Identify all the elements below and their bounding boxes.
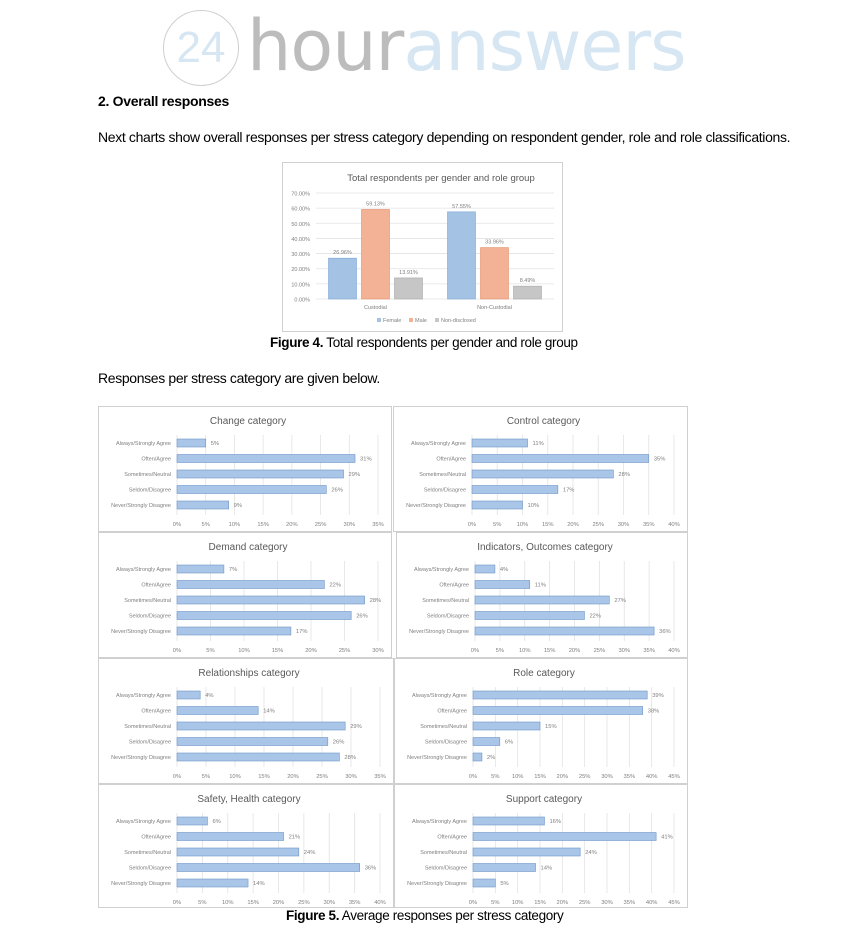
control-category-chart [394, 407, 687, 531]
data-label: 14% [540, 865, 553, 872]
category-label: Always/Strongly Agree [413, 567, 469, 573]
bar-often-agree [473, 833, 656, 841]
data-label: 6% [504, 739, 514, 746]
x-tick-label: 15% [543, 648, 556, 654]
x-tick-label: 10% [221, 900, 234, 906]
category-label: Often/Agree [141, 834, 171, 841]
bar-never-strongly-disagree [473, 879, 495, 887]
x-tick-label: 0% [172, 648, 182, 654]
category-label: Often/Agree [437, 708, 467, 715]
figure4-text: Total respondents per gender and role group [326, 335, 578, 350]
chart-title: Total respondents per gender and role group [347, 173, 535, 184]
x-tick-label: 35% [374, 774, 386, 780]
x-tick-label: 10% [238, 648, 250, 654]
panel-title: Demand category [208, 542, 288, 553]
bar-always-strongly-agree [177, 817, 207, 825]
panel-title: Change category [209, 416, 287, 427]
x-tick-label: 5% [206, 648, 215, 654]
y-tick-label: 20.00% [291, 267, 310, 274]
legend-swatch-female [377, 318, 381, 322]
data-label: 57.55% [452, 203, 471, 210]
bar-sometimes-neutral [472, 470, 613, 478]
x-tick-label: 25% [592, 522, 605, 528]
bar-sometimes-neutral [475, 596, 609, 604]
bar-seldom-disagree [472, 486, 558, 494]
legend-swatch-male [409, 318, 413, 322]
x-tick-label: 0% [470, 648, 480, 654]
category-label: Never/Strongly Disagree [111, 503, 171, 509]
data-label: 31% [360, 456, 372, 463]
bar-always-strongly-agree [475, 565, 495, 573]
bar-female-non-custodial [448, 212, 476, 299]
data-label: 5% [500, 881, 509, 887]
gender-role-chart-svg [283, 163, 562, 331]
logo [163, 5, 686, 88]
x-tick-label: 10% [511, 774, 524, 780]
data-label: 22% [329, 582, 342, 589]
bar-seldom-disagree [475, 612, 584, 620]
bar-sometimes-neutral [177, 596, 365, 604]
x-tick-label: 5% [201, 774, 211, 780]
x-tick-label: 15% [271, 648, 284, 654]
category-label: Seldom/Disagree [128, 487, 171, 494]
logo-word-hour: hour [247, 5, 404, 87]
category-label: Sometimes/Neutral [422, 598, 469, 604]
x-tick-label: 20% [272, 900, 285, 906]
x-tick-label: 15% [258, 774, 270, 780]
x-tick-label: 15% [541, 522, 554, 528]
bar-sometimes-neutral [177, 722, 345, 730]
data-label: 36% [364, 865, 377, 872]
data-label: 17% [295, 629, 308, 635]
category-label: Seldom/Disagree [426, 613, 469, 620]
data-label: 29% [348, 472, 361, 478]
x-tick-label: 10% [511, 900, 524, 906]
y-tick-label: 70.00% [291, 191, 310, 198]
bar-often-agree [473, 707, 643, 715]
data-label: 13.91% [399, 269, 418, 276]
category-label: Never/Strongly Disagree [111, 881, 171, 887]
category-label: Often/Agree [141, 456, 171, 463]
y-tick-label: 10.00% [291, 282, 310, 289]
bar-non-disclosed-custodial [395, 278, 423, 299]
x-tick-label: 25% [338, 648, 351, 654]
x-tick-label: 25% [298, 900, 310, 906]
x-tick-label: 35% [642, 522, 655, 528]
category-label: Always/Strongly Agree [115, 693, 171, 699]
data-label: 15% [545, 724, 557, 730]
bar-often-agree [177, 707, 258, 715]
change-category-panel [98, 406, 392, 532]
data-label: 38% [647, 708, 660, 715]
x-tick-label: 20% [286, 522, 298, 528]
category-label: Always/Strongly Agree [115, 441, 171, 447]
bar-sometimes-neutral [473, 722, 540, 730]
x-tick-label: 20% [568, 648, 581, 654]
x-tick-label: 5% [201, 522, 210, 528]
bar-always-strongly-agree [177, 439, 206, 447]
legend-swatch-non-disclosed [435, 318, 439, 322]
bar-always-strongly-agree [177, 691, 200, 699]
bar-seldom-disagree [177, 738, 328, 746]
relationships-category-panel [98, 658, 394, 784]
logo-number: 24 [176, 23, 226, 72]
y-tick-label: 0.00% [294, 297, 310, 304]
figure5-text: Average responses per stress category [341, 908, 564, 923]
category-label: Sometimes/Neutral [419, 472, 466, 478]
data-label: 21% [288, 834, 301, 841]
panel-title: Safety, Health category [197, 794, 301, 805]
data-label: 11% [534, 582, 546, 589]
bar-often-agree [475, 581, 530, 589]
x-tick-label: 5% [198, 900, 207, 906]
bar-sometimes-neutral [473, 848, 580, 856]
category-label: Sometimes/Neutral [124, 598, 171, 604]
bar-sometimes-neutral [177, 848, 299, 856]
data-label: 27% [614, 598, 626, 604]
x-tick-label: 40% [668, 648, 680, 654]
x-tick-label: 20% [556, 774, 569, 780]
x-tick-label: 0% [467, 522, 477, 528]
x-tick-label: 35% [623, 900, 636, 906]
category-label: Often/Agree [437, 834, 467, 841]
category-label: Seldom/Disagree [424, 739, 467, 746]
support-category-panel [394, 784, 688, 908]
bar-never-strongly-disagree [177, 627, 291, 635]
role-category-panel [394, 658, 688, 784]
bar-often-agree [177, 455, 355, 463]
category-label: Seldom/Disagree [423, 487, 466, 494]
x-tick-label: 20% [305, 648, 317, 654]
category-label: Sometimes/Neutral [124, 724, 171, 730]
data-label: 11% [532, 441, 544, 447]
x-tick-label: 40% [645, 774, 658, 780]
x-tick-label: 30% [618, 648, 631, 654]
data-label: 26% [332, 739, 345, 746]
responses-intro: Responses per stress category are given below. [98, 370, 380, 386]
data-label: 39% [652, 693, 664, 699]
gender-role-chart [282, 162, 563, 332]
x-tick-label: 30% [601, 774, 613, 780]
category-label: Always/Strongly Agree [411, 693, 467, 699]
x-tick-label: 20% [287, 774, 299, 780]
data-label: 4% [499, 567, 509, 573]
x-tick-label: 0% [468, 900, 478, 906]
x-tick-label: 40% [645, 900, 658, 906]
category-label: Often/Agree [439, 582, 469, 589]
category-label: Always/Strongly Agree [411, 819, 467, 825]
data-label: 7% [228, 567, 238, 573]
x-tick-label: 35% [623, 774, 636, 780]
category-label: Never/Strongly Disagree [111, 755, 171, 761]
category-label: Always/Strongly Agree [115, 567, 171, 573]
category-label: Sometimes/Neutral [124, 850, 171, 856]
bar-never-strongly-disagree [475, 627, 654, 635]
data-label: 16% [549, 819, 562, 825]
data-label: 2% [486, 755, 496, 761]
bar-often-agree [177, 581, 324, 589]
data-label: 4% [205, 693, 214, 699]
safety-health-category-chart [99, 785, 393, 907]
relationships-category-chart [99, 659, 393, 783]
x-tick-label: 5% [491, 774, 500, 780]
x-tick-label: 15% [257, 522, 269, 528]
category-label: Always/Strongly Agree [115, 819, 171, 825]
data-label: 41% [661, 834, 673, 841]
x-tick-label: 30% [345, 774, 357, 780]
data-label: 22% [589, 613, 602, 620]
figure4-label: Figure 4. [270, 335, 324, 350]
category-label: Always/Strongly Agree [410, 441, 466, 447]
x-tick-label: 25% [593, 648, 606, 654]
category-label: Never/Strongly Disagree [406, 503, 466, 509]
category-label: Seldom/Disagree [128, 739, 171, 746]
bar-male-non-custodial [481, 248, 509, 299]
category-label: Often/Agree [141, 582, 171, 589]
bar-always-strongly-agree [473, 817, 544, 825]
x-tick-label: 0% [172, 522, 182, 528]
x-tick-label: 20% [567, 522, 579, 528]
role-category-chart [395, 659, 687, 783]
safety-health-category-panel [98, 784, 394, 908]
bar-male-custodial [362, 209, 390, 299]
x-tick-label: 20% [556, 900, 569, 906]
x-tick-label: 15% [534, 774, 546, 780]
bar-often-agree [177, 833, 284, 841]
bar-seldom-disagree [177, 612, 351, 620]
data-label: 28% [369, 598, 382, 604]
panel-title: Relationships category [198, 668, 300, 679]
bar-seldom-disagree [177, 486, 326, 494]
panel-title: Control category [506, 416, 581, 427]
x-tick-label: 15% [247, 900, 259, 906]
x-tick-label: 5% [491, 900, 500, 906]
data-label: 10% [527, 503, 540, 509]
x-tick-label: 10% [518, 648, 531, 654]
data-label: 5% [210, 441, 220, 447]
figure4-caption [270, 335, 578, 350]
data-label: 33.96% [485, 239, 504, 246]
demand-category-chart [99, 533, 391, 657]
bar-non-disclosed-non-custodial [514, 286, 542, 299]
demand-category-panel [98, 532, 392, 658]
data-label: 14% [253, 881, 265, 887]
x-tick-label: 30% [372, 648, 384, 654]
figure5-label: Figure 5. [286, 908, 340, 923]
y-tick-label: 40.00% [291, 236, 310, 243]
data-label: 26% [331, 487, 343, 494]
bar-seldom-disagree [473, 738, 500, 746]
logo-word-answers: answers [403, 5, 686, 87]
indicators-outcomes-category-panel [396, 532, 688, 658]
bar-sometimes-neutral [177, 470, 344, 478]
section-heading: 2. Overall responses [98, 93, 229, 109]
change-category-chart [99, 407, 391, 531]
category-label: Seldom/Disagree [128, 613, 171, 620]
x-tick-label: 30% [343, 522, 356, 528]
x-tick-label: 40% [668, 522, 680, 528]
x-tick-label: 35% [372, 522, 384, 528]
y-tick-label: 50.00% [291, 221, 310, 228]
x-tick-label: 0% [468, 774, 478, 780]
x-tick-label: 45% [668, 774, 680, 780]
category-label: Seldom/Disagree [424, 865, 467, 872]
bar-never-strongly-disagree [472, 501, 523, 509]
data-label: 8.49% [519, 278, 536, 285]
data-label: 59.13% [366, 201, 385, 208]
data-label: 24% [585, 850, 597, 856]
data-label: 36% [659, 629, 671, 635]
x-tick-label: 5% [495, 648, 505, 654]
x-tick-label: 10% [516, 522, 529, 528]
panel-title: Role category [513, 668, 575, 679]
category-label: Seldom/Disagree [128, 865, 171, 872]
x-tick-label: 30% [323, 900, 336, 906]
x-tick-label: 10% [228, 522, 241, 528]
bar-never-strongly-disagree [473, 753, 482, 761]
figure5-caption [286, 908, 563, 923]
data-label: 26% [356, 613, 368, 620]
x-category-label: Custodial [364, 305, 387, 311]
y-tick-label: 30.00% [291, 252, 310, 259]
x-tick-label: 0% [172, 900, 182, 906]
y-tick-label: 60.00% [291, 206, 310, 213]
bar-seldom-disagree [177, 864, 360, 872]
bar-seldom-disagree [473, 864, 536, 872]
category-label: Sometimes/Neutral [124, 472, 171, 478]
x-tick-label: 25% [316, 774, 328, 780]
bar-never-strongly-disagree [177, 753, 339, 761]
legend-label-female: Female [383, 318, 402, 324]
bar-female-custodial [329, 258, 357, 299]
category-label: Often/Agree [141, 708, 171, 715]
category-label: Often/Agree [436, 456, 466, 463]
x-tick-label: 45% [668, 900, 680, 906]
x-tick-label: 5% [493, 522, 502, 528]
category-label: Sometimes/Neutral [420, 850, 467, 856]
x-tick-label: 30% [617, 522, 630, 528]
data-label: 24% [303, 850, 316, 856]
control-category-panel [393, 406, 688, 532]
x-tick-label: 15% [534, 900, 546, 906]
x-tick-label: 30% [601, 900, 613, 906]
intro-paragraph: Next charts show overall responses per stress category depending on respondent gender, role and role classifications. [98, 129, 791, 145]
support-category-chart [395, 785, 687, 907]
category-label: Sometimes/Neutral [420, 724, 467, 730]
x-tick-label: 10% [229, 774, 241, 780]
category-label: Never/Strongly Disagree [407, 755, 467, 761]
category-label: Never/Strongly Disagree [409, 629, 469, 635]
x-tick-label: 25% [578, 774, 591, 780]
data-label: 26.96% [333, 250, 352, 257]
category-label: Never/Strongly Disagree [111, 629, 171, 635]
bar-never-strongly-disagree [177, 501, 229, 509]
data-label: 6% [212, 819, 221, 825]
panel-title: Indicators, Outcomes category [477, 542, 613, 553]
bar-always-strongly-agree [473, 691, 647, 699]
x-tick-label: 35% [348, 900, 361, 906]
x-tick-label: 40% [374, 900, 386, 906]
bar-often-agree [472, 455, 649, 463]
bar-always-strongly-agree [177, 565, 224, 573]
data-label: 17% [562, 487, 575, 494]
indicators-outcomes-category-chart [397, 533, 687, 657]
legend-label-non-disclosed: Non-disclosed [441, 318, 476, 324]
x-category-label: Non-Custodial [477, 305, 512, 311]
bar-never-strongly-disagree [177, 879, 248, 887]
x-tick-label: 35% [643, 648, 655, 654]
x-tick-label: 0% [172, 774, 182, 780]
x-tick-label: 25% [578, 900, 591, 906]
bar-always-strongly-agree [472, 439, 528, 447]
data-label: 28% [618, 472, 631, 478]
logo-wordmark [247, 6, 686, 86]
category-label: Never/Strongly Disagree [407, 881, 467, 887]
x-tick-label: 25% [314, 522, 327, 528]
data-label: 14% [263, 708, 275, 715]
panel-title: Support category [505, 794, 583, 805]
data-label: 35% [653, 456, 666, 463]
data-label: 9% [233, 503, 243, 509]
legend-label-male: Male [415, 318, 427, 324]
data-label: 29% [350, 724, 362, 730]
data-label: 28% [344, 755, 357, 761]
